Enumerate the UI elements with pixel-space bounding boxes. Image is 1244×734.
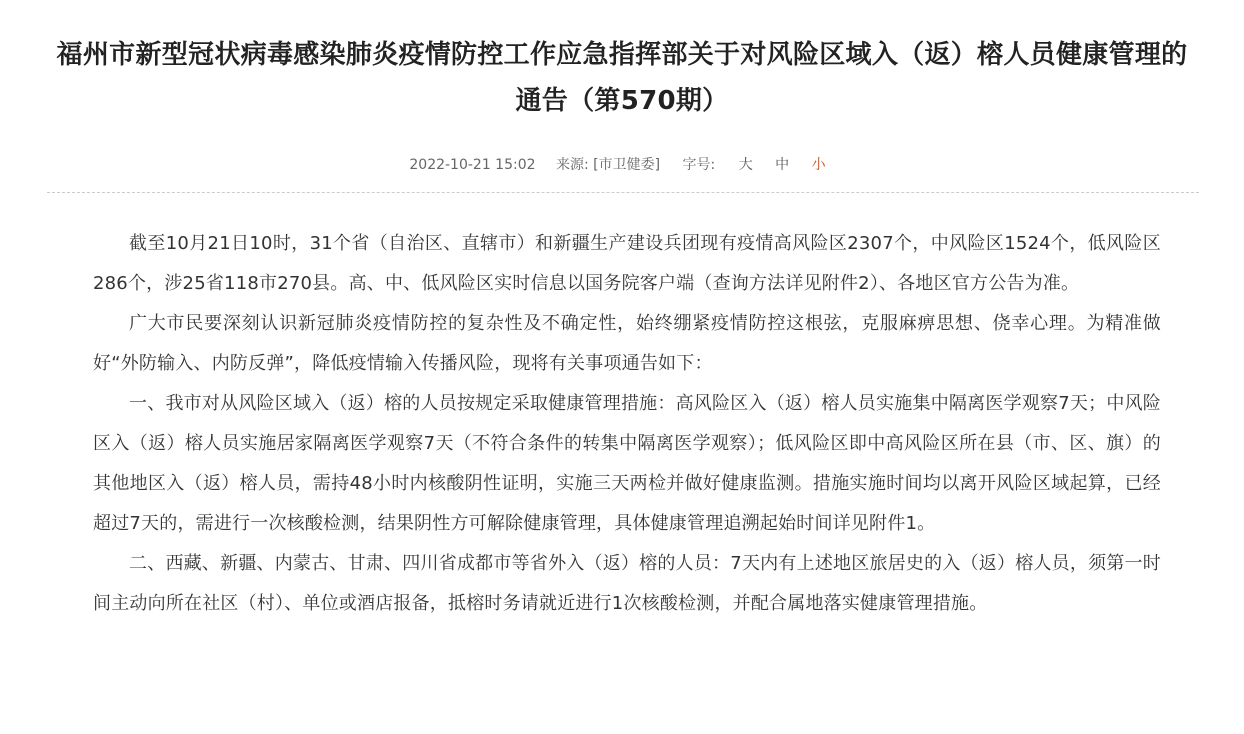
article-body xyxy=(93,224,1161,624)
divider xyxy=(47,192,1199,193)
article-source: 来源: [市卫健委] xyxy=(556,157,661,173)
article-meta xyxy=(0,154,1244,176)
paragraph-3: 一、我市对从风险区域入（返）榕的人员按规定采取健康管理措施：高风险区入（返）榕人员实施集中隔离医学观察7天；中风险区入（返）榕人员实施居家隔离医学观察7天（不符合条件的转集中隔离医学观察）；低风险区即中高风险区所在县（市、区、旗）的其他地区入（返）榕人员，需持48小时内核酸阴性证明，实施三天两检并做好健康监测。措施实施时间均以离开风险区域起算，已经超过7天的，需进行一次核酸检测，结果阴性方可解除健康管理，具体健康管理追溯起始时间详见附件1。 xyxy=(93,393,1161,534)
font-size-medium-button[interactable]: 中 xyxy=(775,157,790,173)
paragraph-4: 二、西藏、新疆、内蒙古、甘肃、四川省成都市等省外入（返）榕的人员：7天内有上述地区旅居史的入（返）榕人员，须第一时间主动向所在社区（村）、单位或酒店报备，抵榕时务请就近进行1次核酸检测，并配合属地落实健康管理措施。 xyxy=(93,553,1161,614)
font-size-large-button[interactable]: 大 xyxy=(738,157,753,173)
publish-date: 2022-10-21 15:02 xyxy=(409,157,536,173)
article-title: 福州市新型冠状病毒感染肺炎疫情防控工作应急指挥部关于对风险区域入（返）榕人员健康管理的通告（第570期） xyxy=(56,40,1188,116)
font-size-small-button[interactable]: 小 xyxy=(811,157,826,173)
paragraph-1: 截至10月21日10时，31个省（自治区、直辖市）和新疆生产建设兵团现有疫情高风险区2307个，中风险区1524个，低风险区286个，涉25省118市270县。高、中、低风险区实时信息以国务院客户端（查询方法详见附件2）、各地区官方公告为准。 xyxy=(93,233,1161,294)
font-size-label: 字号: xyxy=(682,157,716,173)
paragraph-2: 广大市民要深刻认识新冠肺炎疫情防控的复杂性及不确定性，始终绷紧疫情防控这根弦，克服麻痹思想、侥幸心理。为精准做好“外防输入、内防反弹”，降低疫情输入传播风险，现将有关事项通告如下： xyxy=(93,313,1161,374)
